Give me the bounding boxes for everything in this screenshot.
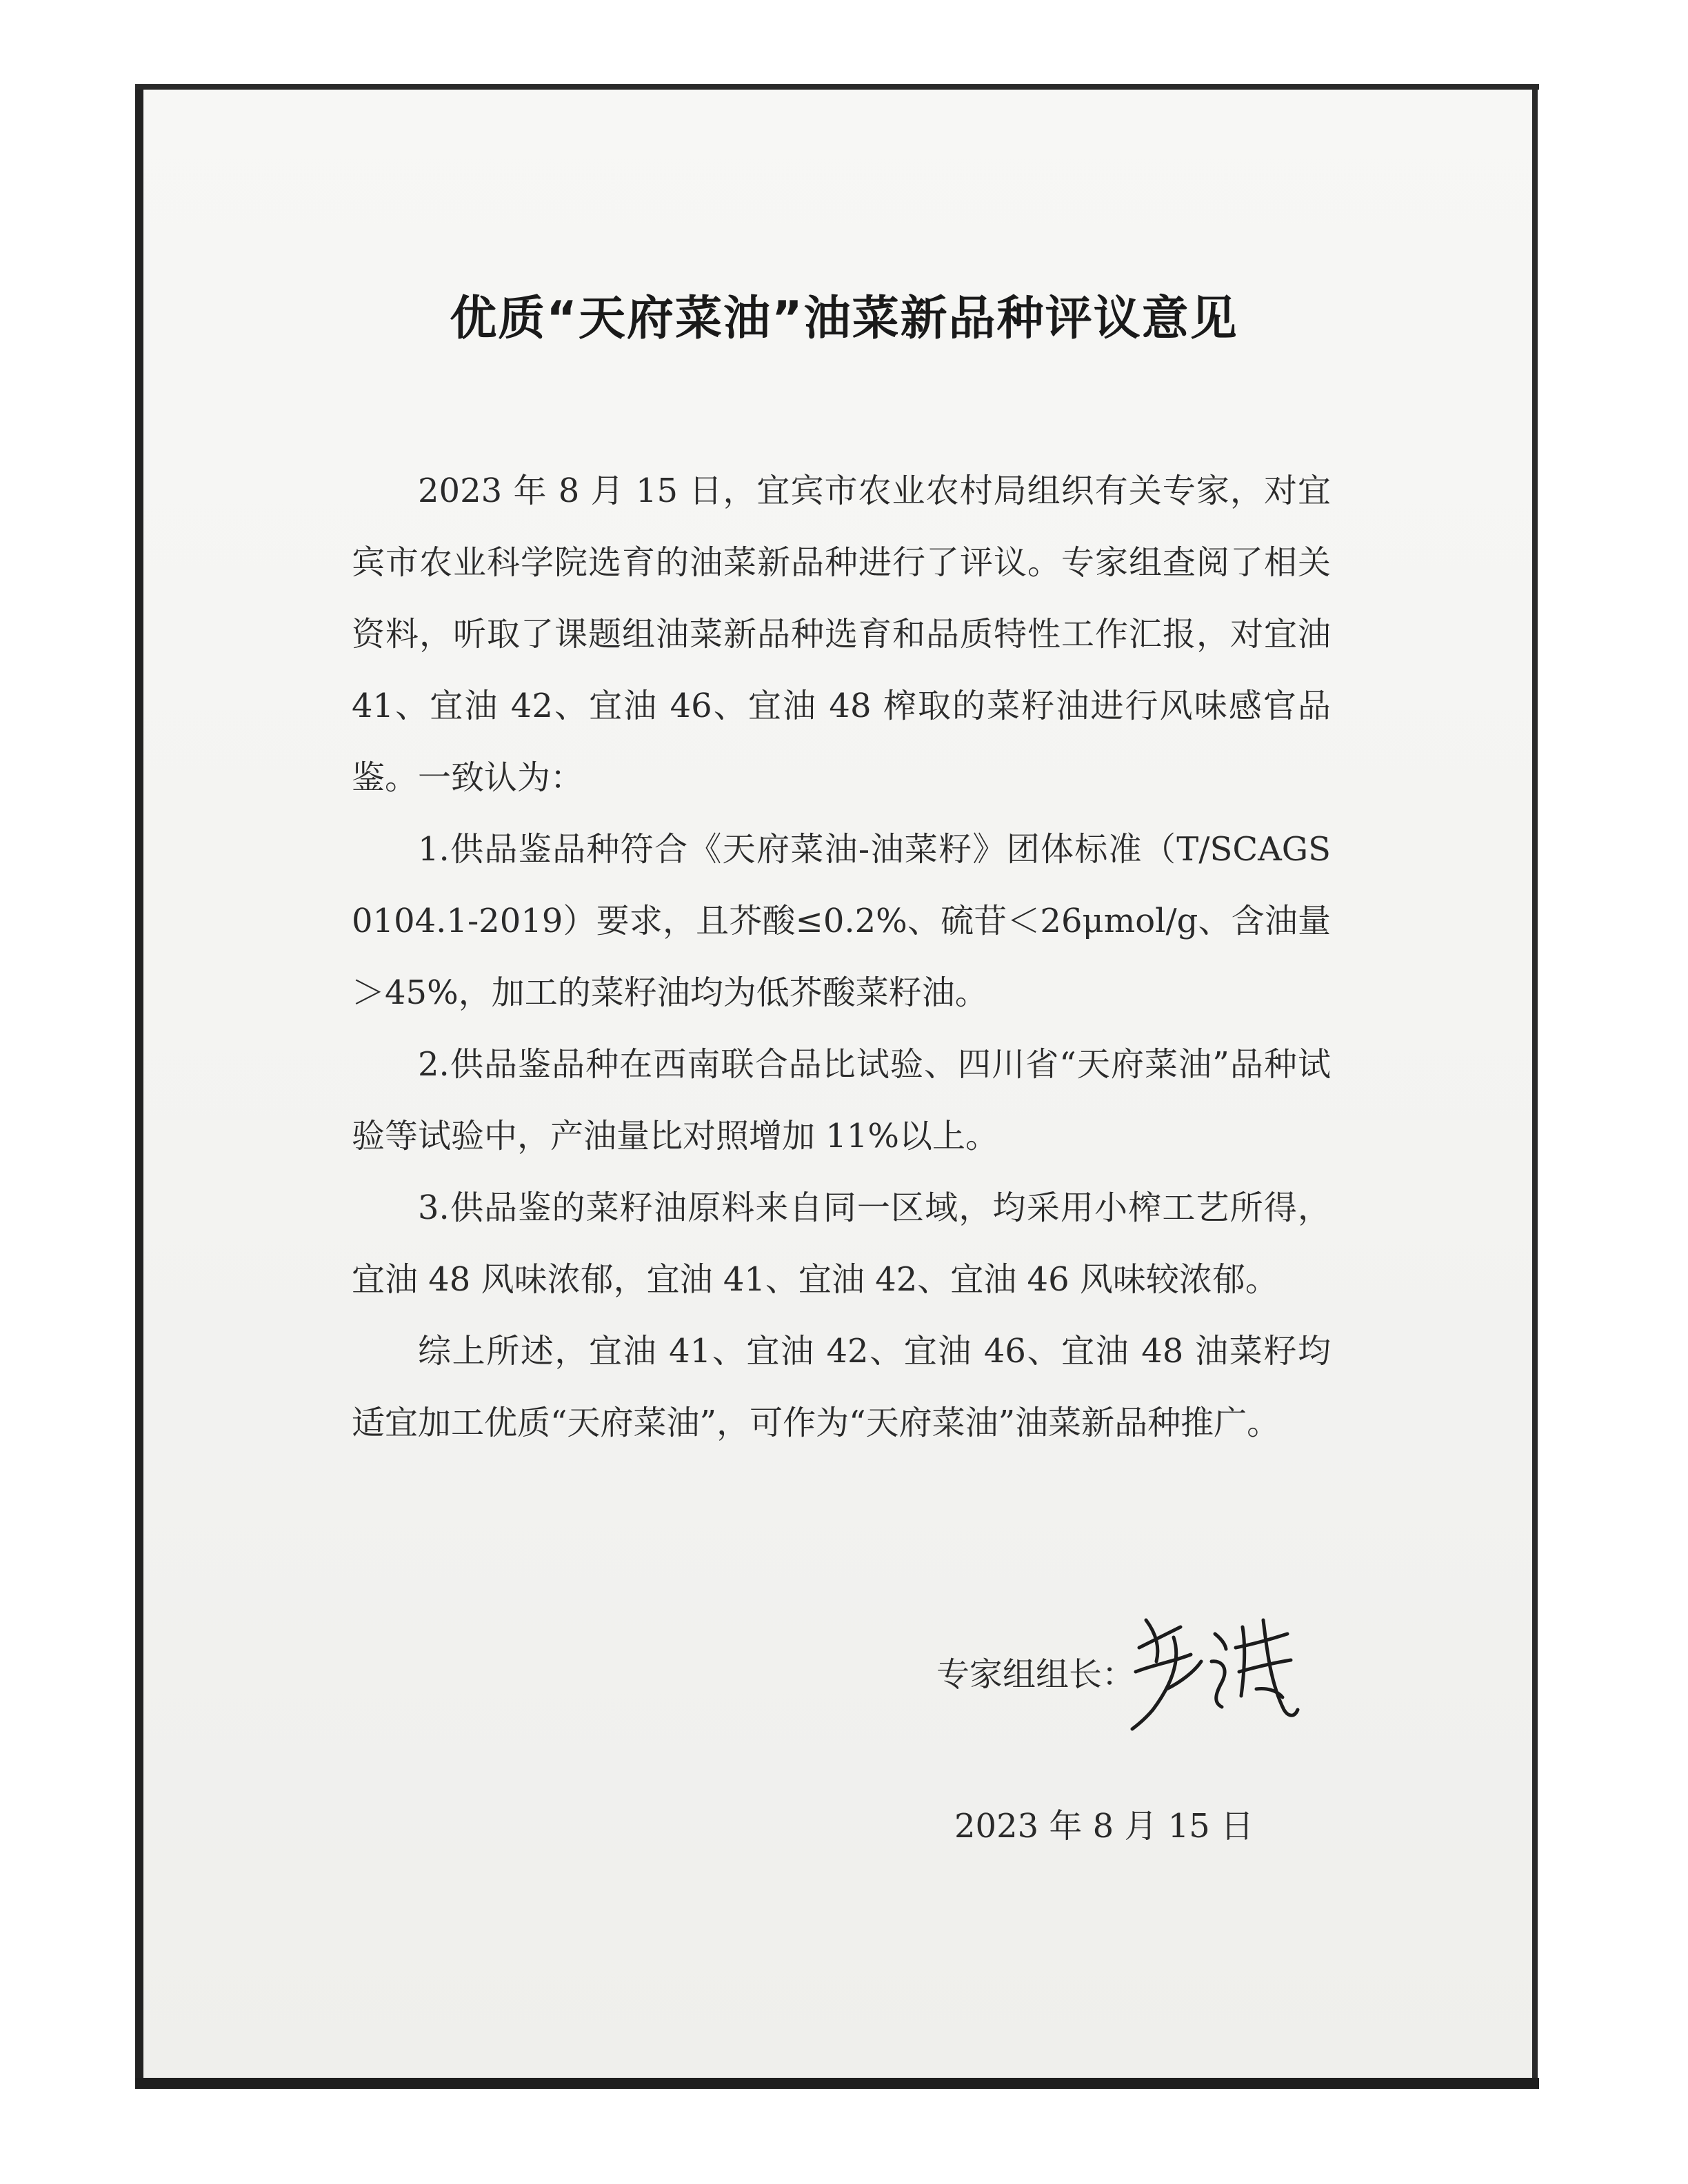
paragraph-point-2: 2.供品鉴品种在西南联合品比试验、四川省“天府菜油”品种试验等试验中，产油量比对照增加 11%以上。 <box>352 1045 1331 1155</box>
handwritten-signature <box>1125 1606 1305 1737</box>
scan-edge-right <box>1532 84 1538 2089</box>
signature-label: 专家组组长： <box>936 1655 1136 1694</box>
paragraph-conclusion: 综上所述，宜油 41、宜油 42、宜油 46、宜油 48 油菜籽均适宜加工优质“天府菜油”，可作为“天府菜油”油菜新品种推广。 <box>352 1332 1331 1442</box>
scan-edge-top <box>135 84 1539 90</box>
scan-edge-bottom <box>135 2078 1539 2089</box>
document-date: 2023 年 8 月 15 日 <box>954 1807 1254 1846</box>
paragraph-point-3: 3.供品鉴的菜籽油原料来自同一区域，均采用小榨工艺所得，宜油 48 风味浓郁，宜油 41、宜油 42、宜油 46 风味较浓郁。 <box>352 1189 1331 1299</box>
paragraph-point-1: 1.供品鉴品种符合《天府菜油-油菜籽》团体标准（T/SCAGS 0104.1-2019）要求，且芥酸≤0.2%、硫苷＜26μmol/g、含油量＞45%，加工的菜籽油均为低芥酸菜籽油。 <box>352 830 1331 1012</box>
scan-edge-left <box>135 84 143 2089</box>
document-body <box>352 455 1331 1459</box>
paragraph-intro: 2023 年 8 月 15 日，宜宾市农业农村局组织有关专家，对宜宾市农业科学院选育的油菜新品种进行了评议。专家组查阅了相关资料，听取了课题组油菜新品种选育和品质特性工作汇报，对宜油 41、宜油 42、宜油 46、宜油 48 榨取的菜籽油进行风味感官品鉴。一致认为： <box>352 472 1331 797</box>
document-title: 优质“天府菜油”油菜新品种评议意见 <box>450 292 1238 346</box>
